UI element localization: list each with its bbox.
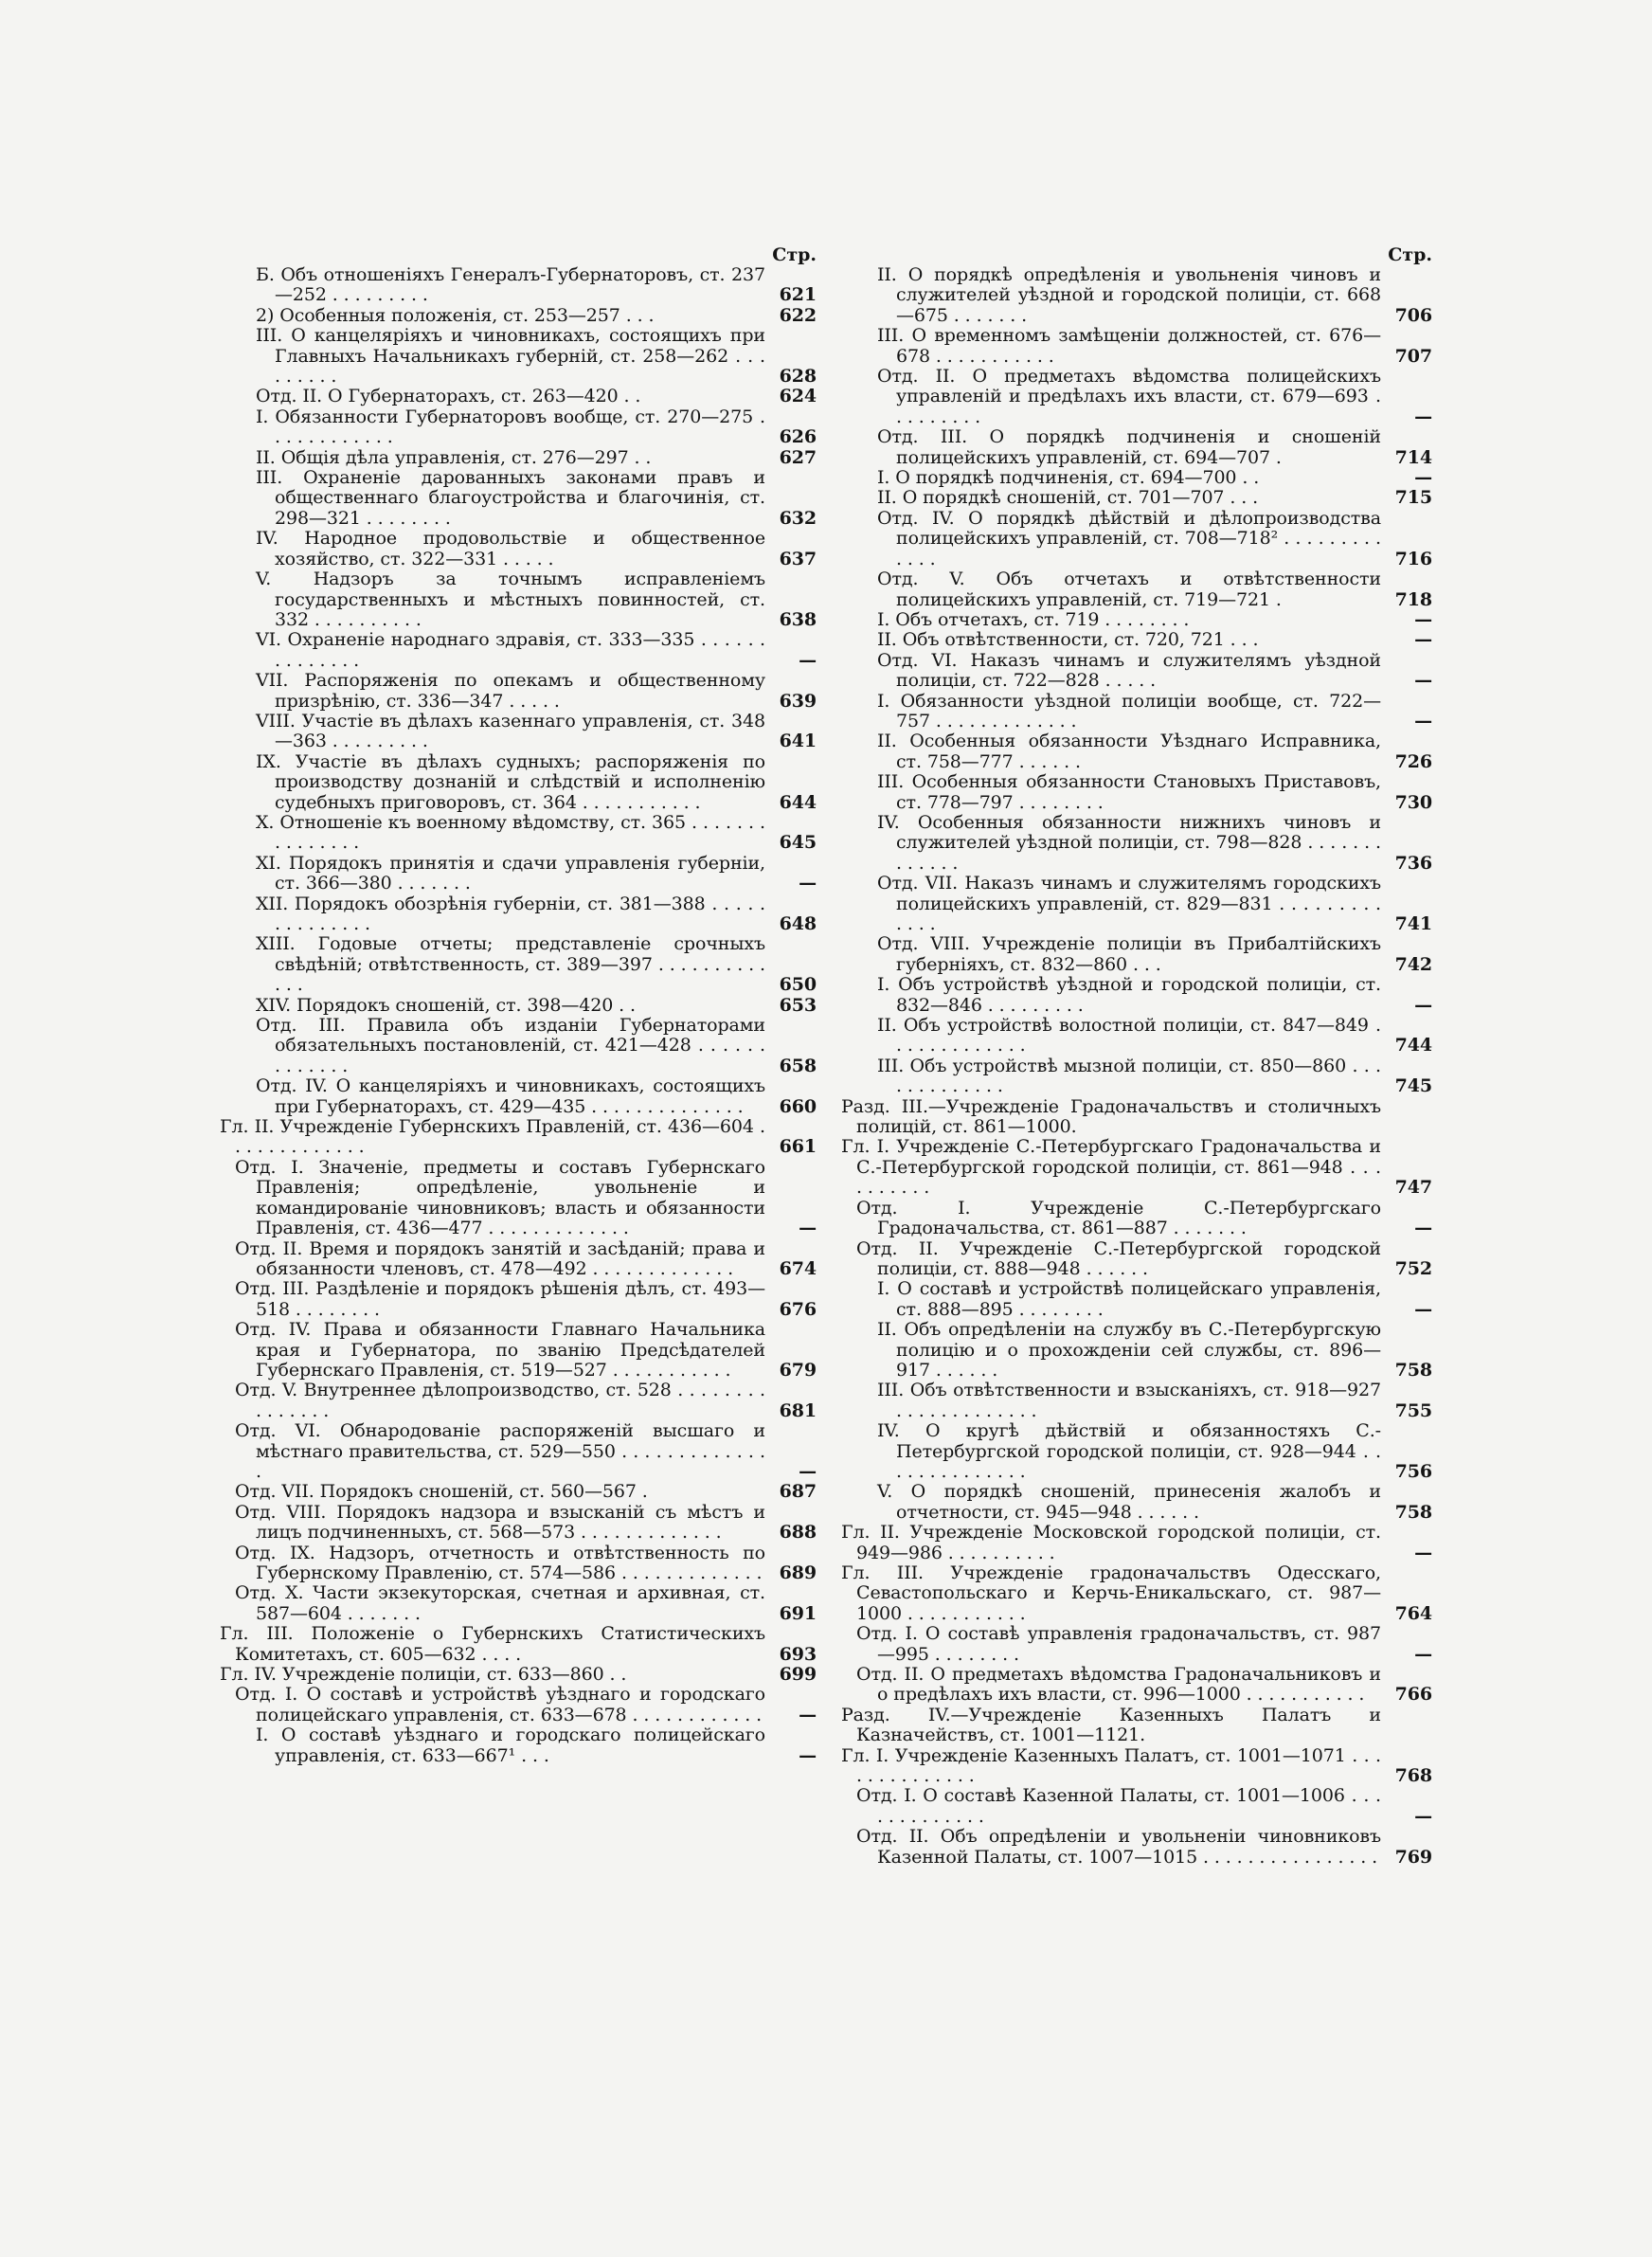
toc-entry bbox=[841, 1827, 1432, 1868]
toc-entry bbox=[841, 569, 1432, 610]
toc-entry bbox=[841, 1523, 1432, 1563]
toc-entry bbox=[220, 1725, 817, 1766]
toc-entry bbox=[841, 1137, 1432, 1198]
toc-right-column bbox=[841, 244, 1432, 1868]
toc-entry bbox=[220, 1158, 817, 1239]
toc-entry-page: — bbox=[1414, 608, 1432, 630]
toc-entry-title: Гл. II. Учрежденіе Губернскихъ Правленій, ст. 436—604 . . . . . . . . . . . . . bbox=[220, 1116, 765, 1158]
toc-entry-title: I. О составѣ и устройствѣ полицейскаго управленія, ст. 888—895 . . . . . . . . bbox=[877, 1278, 1381, 1320]
toc-entry-title: Отд. V. Внутреннее дѣлопроизводство, ст. 528 . . . . . . . . . . . . . . . bbox=[235, 1380, 765, 1421]
toc-entry-page: 741 bbox=[1394, 913, 1432, 934]
toc-entry bbox=[220, 854, 817, 894]
toc-entry-title: Отд. II. О Губернаторахъ, ст. 263—420 . . bbox=[256, 386, 641, 407]
toc-entry-title: IV. Народное продовольствіе и общественное хозяйство, ст. 322—331 . . . . . bbox=[256, 528, 765, 569]
toc-entry-title: Отд. I. Значеніе, предметы и составъ Губернскаго Правленія; опредѣленіе, увольненіе и командированіе чиновниковъ; власть и обязанности Правленія, ст. 436—477 . . . . . . . . . . . . . bbox=[235, 1156, 765, 1239]
toc-entry bbox=[220, 529, 817, 569]
toc-entry-page: 716 bbox=[1394, 548, 1432, 569]
toc-left-column bbox=[220, 244, 817, 1766]
toc-entry-title: III. О канцеляріяхъ и чиновникахъ, состоящихъ при Главныхъ Начальникахъ губерній, ст. 258—262 . . . . . . . . . bbox=[256, 325, 765, 388]
toc-entry-page: — bbox=[1414, 467, 1432, 489]
toc-entry bbox=[841, 1279, 1432, 1320]
toc-entry-page: 730 bbox=[1394, 791, 1432, 813]
toc-entry-title: I. Обязанности Губернаторовъ вообще, ст. 270—275 . . . . . . . . . . . . bbox=[256, 406, 765, 448]
toc-entry bbox=[841, 1706, 1432, 1746]
toc-entry-page: 768 bbox=[1394, 1765, 1432, 1787]
toc-entry-title: Отд. VI. Обнародованіе распоряженій высшаго и мѣстнаго правительства, ст. 529—550 . . . . . . . . . . . . . . bbox=[235, 1420, 765, 1482]
toc-entry-title: VI. Охраненіе народнаго здравія, ст. 333—335 . . . . . . . . . . . . . . bbox=[256, 629, 765, 671]
toc-left-entries bbox=[220, 265, 817, 1766]
toc-entry-page: 658 bbox=[779, 1055, 817, 1076]
toc-entry-title: Отд. IV. О порядкѣ дѣйствій и дѣлопроизводства полицейскихъ управленій, ст. 708—718² . . . . . . . . . . . . . bbox=[877, 507, 1381, 569]
toc-entry-page: — bbox=[799, 873, 817, 894]
toc-entry bbox=[841, 265, 1432, 326]
toc-entry bbox=[220, 1421, 817, 1482]
toc-entry bbox=[841, 1746, 1432, 1787]
toc-entry-title: Отд. III. О порядкѣ подчиненія и сношеній полицейскихъ управленій, ст. 694—707 . bbox=[877, 426, 1381, 468]
toc-entry-title: Отд. III. Правила объ изданіи Губернаторами обязательныхъ постановленій, ст. 421—428 . . . . . . . . . . . . . bbox=[256, 1015, 765, 1076]
toc-entry-page: 736 bbox=[1394, 852, 1432, 874]
toc-entry-title: Отд. I. О составѣ Казенной Палаты, ст. 1001—1006 . . . . . . . . . . . . . bbox=[856, 1785, 1381, 1827]
toc-entry-title: I. Обязанности уѣздной полиціи вообще, ст. 722—757 . . . . . . . . . . . . . bbox=[877, 690, 1381, 731]
toc-entry-title: X. Отношеніе къ военному вѣдомству, ст. 365 . . . . . . . . . . . . . . . bbox=[256, 811, 765, 854]
toc-entry bbox=[220, 1279, 817, 1320]
toc-entry-page: 641 bbox=[779, 731, 817, 752]
toc-entry-title: Отд. II. О предметахъ вѣдомства полицейскихъ управленій и предѣлахъ ихъ власти, ст. 679—693 . . . . . . . . . bbox=[877, 366, 1381, 427]
toc-entry-page: — bbox=[1414, 406, 1432, 427]
toc-entry-page: — bbox=[1414, 1298, 1432, 1320]
toc-entry-page: 745 bbox=[1394, 1075, 1432, 1097]
toc-entry bbox=[220, 1117, 817, 1158]
toc-entry-title: Гл. III. Учрежденіе градоначальствъ Одесскаго, Севастопольскаго и Керчь-Еникальскаго, ст. 987—1000 . . . . . . . . . . . bbox=[841, 1562, 1381, 1624]
toc-entry bbox=[841, 874, 1432, 934]
toc-entry bbox=[220, 569, 817, 630]
toc-entry bbox=[841, 326, 1432, 367]
toc-entry-title: I. Объ устройствѣ уѣздной и городской полиціи, ст. 832—846 . . . . . . . . . bbox=[877, 974, 1381, 1016]
toc-entry-page: — bbox=[799, 1744, 817, 1766]
toc-entry bbox=[841, 1239, 1432, 1280]
toc-entry-title: XI. Порядокъ принятія и сдачи управленія губерніи, ст. 366—380 . . . . . . . bbox=[256, 852, 765, 894]
toc-entry-page: 687 bbox=[779, 1481, 817, 1503]
toc-entry-page: 676 bbox=[779, 1298, 817, 1320]
toc-entry bbox=[841, 1097, 1432, 1138]
toc-entry-page: — bbox=[1414, 1643, 1432, 1665]
toc-entry bbox=[220, 1076, 817, 1117]
toc-entry-title: I. О составѣ уѣзднаго и городскаго полицейскаго управленія, ст. 633—667¹ . . . bbox=[256, 1724, 765, 1766]
toc-entry-page: 756 bbox=[1394, 1460, 1432, 1482]
toc-entry bbox=[220, 1583, 817, 1624]
toc-entry-page: 681 bbox=[779, 1399, 817, 1421]
toc-entry-title: Гл. I. Учрежденіе С.-Петербургскаго Градоначальства и С.-Петербургской городской полиціи, ст. 861—948 . . . . . . . . . . bbox=[841, 1136, 1381, 1199]
toc-entry-title: Гл. II. Учрежденіе Московской городской полиціи, ст. 949—986 . . . . . . . . . . bbox=[841, 1522, 1381, 1563]
toc-entry-title: Б. Объ отношеніяхъ Генералъ-Губернаторовъ, ст. 237—252 . . . . . . . . . bbox=[256, 264, 765, 306]
toc-entry-title: Отд. II. Время и порядокъ занятій и засѣданій; права и обязанности членовъ, ст. 478—492 . . . . . . . . . . . . . bbox=[235, 1237, 765, 1279]
toc-entry-page: 622 bbox=[779, 304, 817, 326]
toc-entry bbox=[220, 1016, 817, 1076]
toc-entry-title: XIII. Годовые отчеты; представленіе срочныхъ свѣдѣній; отвѣтственность, ст. 389—397 . . . . . . . . . . . . . bbox=[256, 933, 765, 996]
toc-entry-page: 653 bbox=[779, 994, 817, 1016]
toc-entry-page: 714 bbox=[1394, 446, 1432, 468]
toc-entry bbox=[220, 671, 817, 712]
toc-entry bbox=[220, 448, 817, 468]
toc-entry-title: Отд. I. О составѣ управленія градоначальствъ, ст. 987—995 . . . . . . . . bbox=[856, 1623, 1381, 1665]
toc-entry bbox=[220, 1239, 817, 1280]
toc-entry bbox=[220, 1685, 817, 1725]
toc-entry-title: Отд. I. О составѣ и устройствѣ уѣзднаго и городскаго полицейскаго управленія, ст. 633—678 . . . . . . . . . . . . bbox=[235, 1684, 765, 1725]
toc-entry-page: 626 bbox=[779, 426, 817, 448]
toc-entry-page: — bbox=[1414, 670, 1432, 692]
toc-entry-title: Отд. VII. Порядокъ сношеній, ст. 560—567 . bbox=[235, 1481, 648, 1503]
toc-entry-title: II. Объ опредѣленіи на службу въ С.-Петербургскую полицію и о прохожденіи сей службы, ст. 896—917 . . . . . . bbox=[877, 1319, 1381, 1381]
toc-entry bbox=[841, 468, 1432, 488]
toc-entry-title: IX. Участіе въ дѣлахъ судныхъ; распоряженія по производству дознаній и слѣдствій и исполненію судебныхъ приговоровъ, ст. 364 . . . . . . . . . . . bbox=[256, 750, 765, 813]
toc-entry-title: II. О порядкѣ сношеній, ст. 701—707 . . . bbox=[877, 487, 1259, 509]
page-header-label: Стр. bbox=[1388, 244, 1432, 265]
toc-entry-title: III. О временномъ замѣщеніи должностей, ст. 676—678 . . . . . . . . . . . bbox=[877, 325, 1381, 367]
toc-entry-title: Отд. X. Части экзекуторская, счетная и архивная, ст. 587—604 . . . . . . . bbox=[235, 1582, 765, 1624]
toc-entry-page: 699 bbox=[779, 1664, 817, 1686]
toc-entry bbox=[220, 387, 817, 406]
toc-entry bbox=[841, 1199, 1432, 1239]
toc-entry bbox=[841, 1624, 1432, 1665]
toc-entry-title: Отд. IX. Надзоръ, отчетность и отвѣтственность по Губернскому Правленію, ст. 574—586 . . . . . . . . . . . . . bbox=[235, 1542, 765, 1583]
toc-entry bbox=[841, 1482, 1432, 1523]
toc-entry-page: — bbox=[799, 1460, 817, 1482]
toc-entry-title: Отд. II. Учрежденіе С.-Петербургской городской полиціи, ст. 888—948 . . . . . . bbox=[856, 1237, 1381, 1279]
toc-entry-page: — bbox=[1414, 629, 1432, 651]
toc-entry-page: 764 bbox=[1394, 1602, 1432, 1624]
toc-entry-page: 755 bbox=[1394, 1399, 1432, 1421]
toc-entry bbox=[220, 1381, 817, 1421]
toc-entry-page: 638 bbox=[779, 608, 817, 630]
toc-entry bbox=[220, 752, 817, 813]
toc-entry-title: V. Надзоръ за точнымъ исправленіемъ государственныхъ и мѣстныхъ повинностей, ст. 332 . . . . . . . . . . bbox=[256, 569, 765, 630]
toc-entry bbox=[841, 610, 1432, 630]
toc-entry-page: 744 bbox=[1394, 1035, 1432, 1056]
toc-entry-title: Разд. III.—Учрежденіе Градоначальствъ и столичныхъ полицій, ст. 861—1000. bbox=[841, 1095, 1381, 1138]
toc-entry bbox=[841, 692, 1432, 732]
toc-entry-title: Отд. IV. О канцеляріяхъ и чиновникахъ, состоящихъ при Губернаторахъ, ст. 429—435 . . . . . . . . . . . . . . bbox=[256, 1075, 765, 1117]
toc-entry-page: 624 bbox=[779, 386, 817, 407]
toc-entry bbox=[841, 1016, 1432, 1056]
toc-entry-page: 632 bbox=[779, 507, 817, 529]
toc-entry-title: Отд. II. О предметахъ вѣдомства Градоначальниковъ и о предѣлахъ ихъ власти, ст. 996—1000 . . . . . . . . . . . bbox=[856, 1664, 1381, 1706]
toc-entry-page: 639 bbox=[779, 690, 817, 712]
toc-entry-page: 715 bbox=[1394, 487, 1432, 509]
toc-entry bbox=[841, 1381, 1432, 1421]
toc-entry-title: Отд. VII. Наказъ чинамъ и служителямъ городскихъ полицейскихъ управленій, ст. 829—831 . . . . . . . . . . . . . bbox=[877, 873, 1381, 934]
toc-entry bbox=[841, 1421, 1432, 1482]
toc-entry bbox=[841, 651, 1432, 692]
toc-entry bbox=[220, 265, 817, 306]
toc-entry bbox=[841, 1320, 1432, 1381]
toc-entry-title: III. Объ отвѣтственности и взысканіяхъ, ст. 918—927 . . . . . . . . . . . . . bbox=[877, 1380, 1381, 1421]
toc-entry-page: 769 bbox=[1394, 1846, 1432, 1868]
toc-entry-title: XII. Порядокъ обозрѣнія губерніи, ст. 381—388 . . . . . . . . . . . . . . bbox=[256, 893, 765, 934]
toc-entry-title: V. О порядкѣ сношеній, принесенія жалобъ и отчетности, ст. 945—948 . . . . . . bbox=[877, 1481, 1381, 1523]
toc-entry-page: — bbox=[799, 1704, 817, 1725]
toc-entry bbox=[841, 630, 1432, 650]
toc-entry-title: Отд. II. Объ опредѣленіи и увольненіи чиновниковъ Казенной Палаты, ст. 1007—1015 . . . . . . . . . . . . . . . . bbox=[856, 1826, 1381, 1868]
toc-entry-page: 660 bbox=[779, 1095, 817, 1117]
toc-entry-page: — bbox=[799, 1218, 817, 1239]
toc-entry-title: Отд. V. Объ отчетахъ и отвѣтственности полицейскихъ управленій, ст. 719—721 . bbox=[877, 569, 1381, 610]
toc-entry bbox=[220, 813, 817, 854]
toc-entry-title: XIV. Порядокъ сношеній, ст. 398—420 . . bbox=[256, 994, 636, 1016]
toc-entry-title: IV. О кругѣ дѣйствій и обязанностяхъ С.-Петербургской городской полиціи, ст. 928—944 . . . . . . . . . . . . . . bbox=[877, 1420, 1381, 1482]
toc-entry-page: 688 bbox=[779, 1522, 817, 1544]
toc-entry bbox=[841, 1665, 1432, 1706]
page-column-header bbox=[220, 244, 817, 265]
toc-entry bbox=[220, 996, 817, 1016]
toc-entry-page: 689 bbox=[779, 1562, 817, 1583]
toc-entry-title: Гл. IV. Учрежденіе полиціи, ст. 633—860 . . bbox=[220, 1664, 627, 1686]
toc-entry-page: 693 bbox=[779, 1643, 817, 1665]
toc-entry-title: Отд. IV. Права и обязанности Главнаго Начальника края и Губернатора, по званію Предсѣдателей Губернскаго Правленія, ст. 519—527 . . . . . . . . . . . bbox=[235, 1319, 765, 1381]
toc-entry bbox=[841, 1056, 1432, 1097]
toc-entry-page: — bbox=[1414, 1218, 1432, 1239]
toc-entry bbox=[220, 1482, 817, 1502]
toc-entry-title: 2) Особенныя положенія, ст. 253—257 . . . bbox=[256, 304, 655, 326]
toc-entry-title: III. Особенныя обязанности Становыхъ Приставовъ, ст. 778—797 . . . . . . . . bbox=[877, 771, 1381, 813]
toc-entry bbox=[841, 934, 1432, 975]
toc-entry bbox=[220, 306, 817, 326]
toc-entry-page: 627 bbox=[779, 446, 817, 468]
toc-entry-title: II. Объ отвѣтственности, ст. 720, 721 . . . bbox=[877, 629, 1259, 651]
toc-entry-page: — bbox=[799, 649, 817, 671]
toc-entry-page: — bbox=[1414, 994, 1432, 1016]
toc-entry bbox=[220, 1624, 817, 1665]
toc-entry-page: 661 bbox=[779, 1136, 817, 1158]
toc-entry-page: — bbox=[1414, 710, 1432, 731]
toc-entry-title: Гл. III. Положеніе о Губернскихъ Статистическихъ Комитетахъ, ст. 605—632 . . . . bbox=[220, 1623, 765, 1665]
toc-entry-title: I. О порядкѣ подчиненія, ст. 694—700 . . bbox=[877, 467, 1260, 489]
toc-right-entries bbox=[841, 265, 1432, 1868]
toc-entry-page: 758 bbox=[1394, 1501, 1432, 1523]
toc-entry bbox=[220, 1503, 817, 1544]
page-header-label: Стр. bbox=[772, 244, 817, 265]
toc-entry bbox=[220, 1665, 817, 1685]
toc-entry-title: VII. Распоряженія по опекамъ и общественному призрѣнію, ст. 336—347 . . . . . bbox=[256, 670, 765, 712]
toc-entry-title: Разд. IV.—Учрежденіе Казенныхъ Палатъ и Казначействъ, ст. 1001—1121. bbox=[841, 1704, 1381, 1746]
toc-entry bbox=[220, 407, 817, 448]
toc-entry-title: III. Охраненіе дарованныхъ законами правъ и общественнаго благоустройства и благочинія, ст. 298—321 . . . . . . . . bbox=[256, 467, 765, 529]
toc-entry-page: 679 bbox=[779, 1359, 817, 1381]
toc-entry bbox=[841, 488, 1432, 508]
toc-entry-page: 644 bbox=[779, 791, 817, 813]
toc-entry-page: — bbox=[1414, 1805, 1432, 1827]
toc-entry bbox=[841, 1563, 1432, 1624]
toc-entry-page: 621 bbox=[779, 284, 817, 306]
toc-entry-title: I. Объ отчетахъ, ст. 719 . . . . . . . . bbox=[877, 608, 1190, 630]
toc-entry bbox=[220, 934, 817, 995]
toc-entry-title: II. Особенныя обязанности Уѣзднаго Исправника, ст. 758—777 . . . . . . bbox=[877, 731, 1381, 772]
toc-entry-title: II. Общія дѣла управленія, ст. 276—297 . . bbox=[256, 446, 652, 468]
toc-entry bbox=[220, 712, 817, 752]
toc-entry-title: III. Объ устройствѣ мызной полиціи, ст. 850—860 . . . . . . . . . . . . . bbox=[877, 1055, 1381, 1097]
toc-entry-page: 766 bbox=[1394, 1684, 1432, 1706]
toc-entry-page: 648 bbox=[779, 913, 817, 934]
toc-entry-page: 758 bbox=[1394, 1359, 1432, 1381]
toc-entry-title: VIII. Участіе въ дѣлахъ казеннаго управленія, ст. 348—363 . . . . . . . . . bbox=[256, 710, 765, 752]
toc-entry-title: II. О порядкѣ опредѣленія и увольненія чиновъ и служителей уѣздной и городской полиціи, ст. 668—675 . . . . . . . bbox=[877, 264, 1381, 326]
toc-entry-title: Отд. VIII. Учрежденіе полиціи въ Прибалтійскихъ губерніяхъ, ст. 832—860 . . . bbox=[877, 933, 1381, 975]
toc-entry-title: Гл. I. Учрежденіе Казенныхъ Палатъ, ст. 1001—1071 . . . . . . . . . . . . . . bbox=[841, 1744, 1381, 1787]
toc-entry-title: II. Объ устройствѣ волостной полиціи, ст. 847—849 . . . . . . . . . . . . . bbox=[877, 1015, 1381, 1056]
toc-entry-page: 726 bbox=[1394, 750, 1432, 772]
toc-entry bbox=[841, 731, 1432, 772]
toc-entry-title: Отд. I. Учрежденіе С.-Петербургскаго Градоначальства, ст. 861—887 . . . . . . . bbox=[856, 1197, 1381, 1239]
toc-entry-title: IV. Особенныя обязанности нижнихъ чиновъ и служителей уѣздной полиціи, ст. 798—828 . . . . . . . . . . . . . bbox=[877, 811, 1381, 874]
toc-entry-page: 747 bbox=[1394, 1177, 1432, 1199]
toc-entry bbox=[220, 630, 817, 671]
toc-entry-page: 707 bbox=[1394, 345, 1432, 367]
toc-entry bbox=[220, 894, 817, 935]
toc-entry bbox=[220, 1320, 817, 1381]
toc-entry bbox=[841, 975, 1432, 1016]
toc-entry-page: 742 bbox=[1394, 953, 1432, 975]
toc-entry-page: 645 bbox=[779, 832, 817, 854]
toc-entry-page: 674 bbox=[779, 1257, 817, 1279]
toc-entry-page: 718 bbox=[1394, 588, 1432, 610]
toc-entry-page: 691 bbox=[779, 1602, 817, 1624]
toc-entry-page: 628 bbox=[779, 366, 817, 388]
page-column-header bbox=[841, 244, 1432, 265]
toc-entry-title: Отд. VIII. Порядокъ надзора и взысканій съ мѣстъ и лицъ подчиненныхъ, ст. 568—573 . . . . . . . . . . . . . bbox=[235, 1501, 765, 1544]
toc-entry-page: 706 bbox=[1394, 304, 1432, 326]
toc-entry-title: Отд. VI. Наказъ чинамъ и служителямъ уѣздной полиціи, ст. 722—828 . . . . . bbox=[877, 649, 1381, 692]
toc-entry bbox=[841, 509, 1432, 569]
toc-entry-page: 650 bbox=[779, 974, 817, 996]
toc-entry bbox=[841, 772, 1432, 813]
toc-entry bbox=[841, 427, 1432, 468]
toc-entry bbox=[841, 367, 1432, 427]
toc-entry bbox=[841, 1786, 1432, 1827]
toc-entry-page: 752 bbox=[1394, 1257, 1432, 1279]
toc-entry bbox=[220, 1544, 817, 1584]
toc-entry bbox=[220, 468, 817, 529]
toc-entry-page: 637 bbox=[779, 548, 817, 569]
toc-entry bbox=[841, 813, 1432, 874]
toc-entry-page: — bbox=[1414, 1542, 1432, 1563]
toc-entry bbox=[220, 326, 817, 387]
toc-entry-title: Отд. III. Раздѣленіе и порядокъ рѣшенія дѣлъ, ст. 493—518 . . . . . . . . bbox=[235, 1278, 765, 1320]
